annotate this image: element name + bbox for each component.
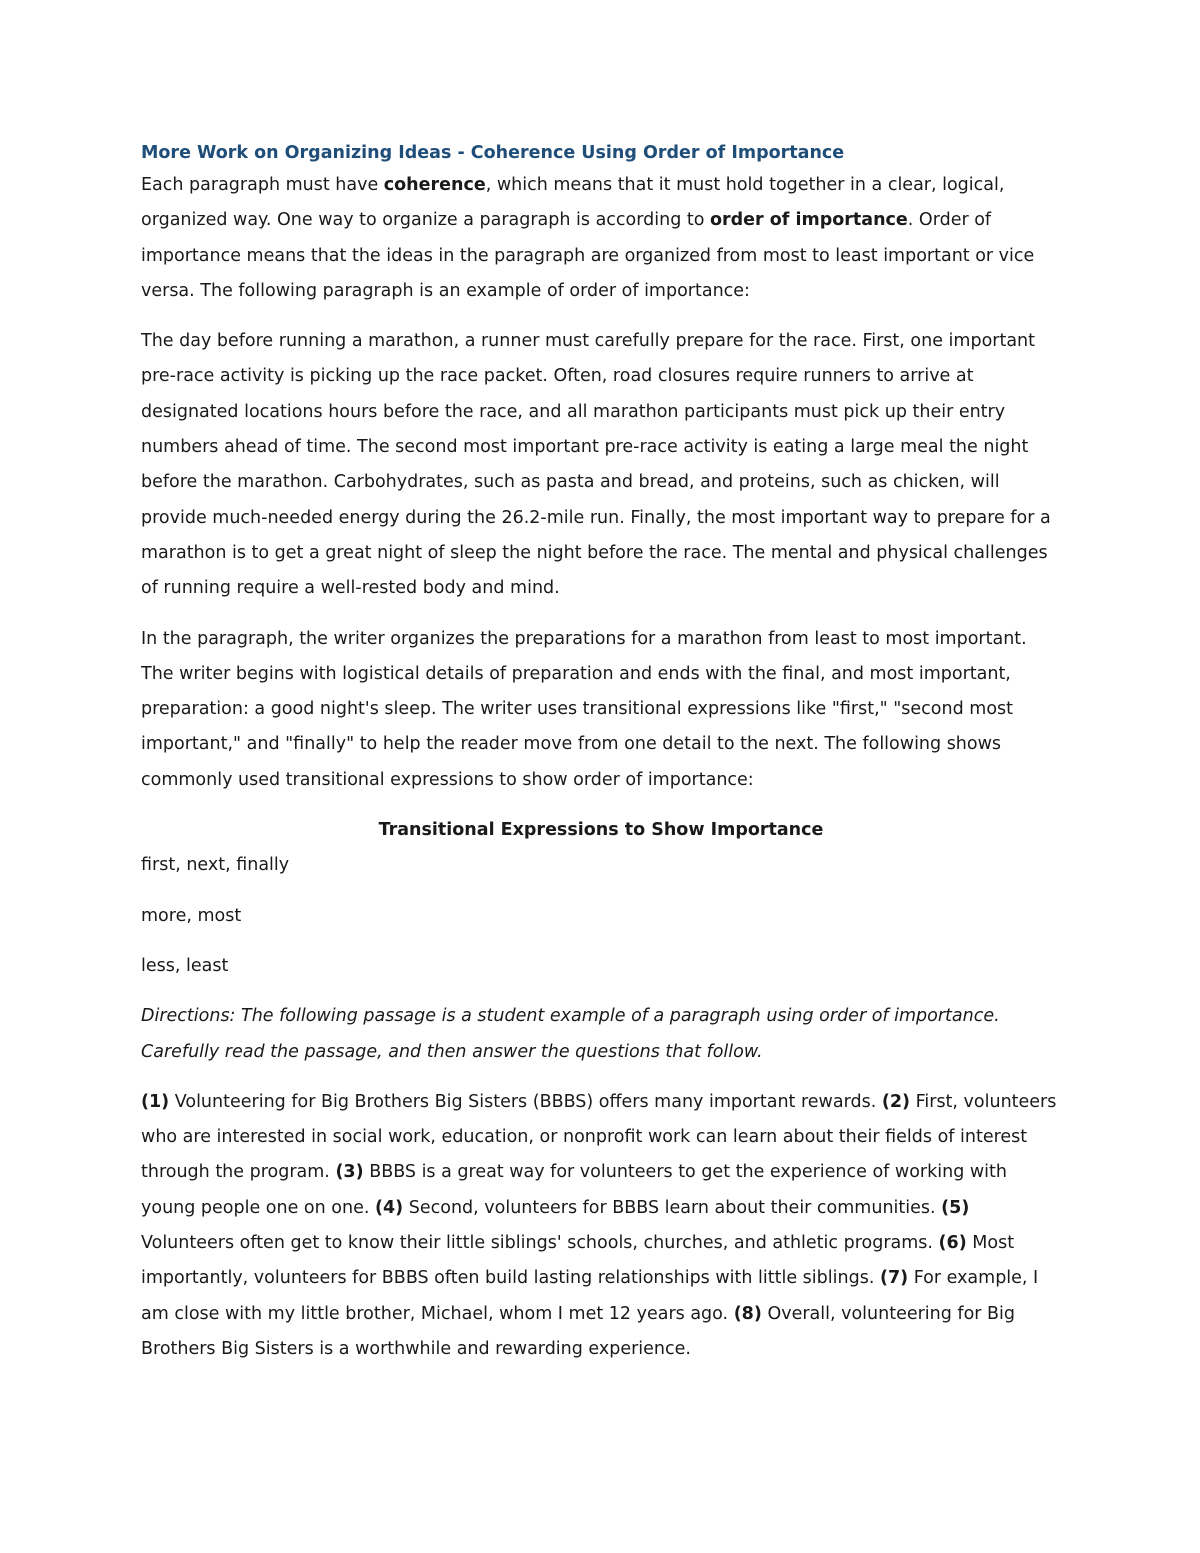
sentence-number: (4) bbox=[374, 1197, 404, 1218]
intro-paragraph bbox=[141, 168, 1061, 309]
sentence-number: (5) bbox=[941, 1197, 970, 1218]
sentence-text: Volunteering for Big Brothers Big Sisters (BBBS) offers many important rewards. bbox=[169, 1091, 882, 1112]
intro-text-2: , which means that it must hold together in a clear, logical, organized way. One way to organize a paragraph is according to bbox=[141, 175, 1005, 231]
expressions-heading: Transitional Expressions to Show Importance bbox=[378, 820, 824, 841]
sentence-text: Most importantly, volunteers for BBBS often build lasting relationships with little siblings. bbox=[141, 1233, 1015, 1289]
intro-text-1: Each paragraph must have bbox=[141, 175, 384, 195]
document-title: More Work on Organizing Ideas - Coherence Using Order of Importance bbox=[141, 143, 845, 163]
example-paragraph: The day before running a marathon, a runner must carefully prepare for the race. First, one important pre-race activity is picking up the race packet. Often, road closures require runners to arrive at designated locations hours before the race, and all marathon participants must pick up their entry numbers ahead of time. The second most important pre-race activity is eating a large meal the night before the marathon. Carbohydrates, such as pasta and bread, and proteins, such as chicken, will provide much-needed energy during the 26.2-mile run. Finally, the most important way to prepare for a marathon is to get a great night of sleep the night before the race. The mental and physical challenges of running require a well-rested body and mind. bbox=[141, 331, 1051, 599]
student-passage bbox=[141, 1085, 1061, 1367]
analysis-paragraph: In the paragraph, the writer organizes the preparations for a marathon from least to most important. The writer begins with logistical details of preparation and ends with the final, and most important, preparation: a good night's sleep. The writer uses transitional expressions like "first," "second most important," and "finally" to help the reader move from one detail to the next. The following shows commonly used transitional expressions to show order of importance: bbox=[141, 628, 1027, 790]
expression-item: first, next, finally bbox=[141, 855, 290, 876]
intro-bold-coherence: coherence bbox=[383, 175, 486, 195]
sentence-text: Second, volunteers for BBBS learn about their communities. bbox=[403, 1197, 942, 1218]
sentence-number: (6) bbox=[938, 1233, 967, 1254]
sentence-number: (2) bbox=[881, 1091, 911, 1112]
sentence-number: (7) bbox=[879, 1268, 909, 1289]
expressions-list bbox=[141, 848, 1061, 984]
sentence-text: Overall, volunteering for Big Brothers Big Sisters is a worthwhile and rewarding experience. bbox=[141, 1303, 1016, 1359]
sentence-text: First, volunteers who are interested in social work, education, or nonprofit work can learn about their fields of interest through the program. bbox=[141, 1091, 1057, 1183]
expression-item: less, least bbox=[141, 955, 229, 976]
sentence-text: BBBS is a great way for volunteers to get the experience of working with young people one on one. bbox=[141, 1162, 1007, 1218]
document-page bbox=[141, 138, 1061, 1367]
intro-bold-order: order of importance bbox=[710, 210, 908, 231]
sentence-number: (1) bbox=[141, 1091, 170, 1112]
intro-text-3: . Order of importance means that the ideas in the paragraph are organized from most to least important or vice versa. The following paragraph is an example of order of importance: bbox=[141, 210, 1035, 301]
expression-item: more, most bbox=[141, 905, 242, 926]
sentence-text: For example, I am close with my little brother, Michael, whom I met 12 years ago. bbox=[141, 1268, 1039, 1324]
sentence-number: (3) bbox=[335, 1162, 364, 1183]
directions-text: Directions: The following passage is a student example of a paragraph using order of importance. Carefully read the passage, and then answer the questions that follow. bbox=[141, 1006, 1000, 1062]
sentence-text: Volunteers often get to know their little siblings' schools, churches, and athletic programs. bbox=[141, 1233, 939, 1254]
sentence-number: (8) bbox=[733, 1303, 762, 1324]
